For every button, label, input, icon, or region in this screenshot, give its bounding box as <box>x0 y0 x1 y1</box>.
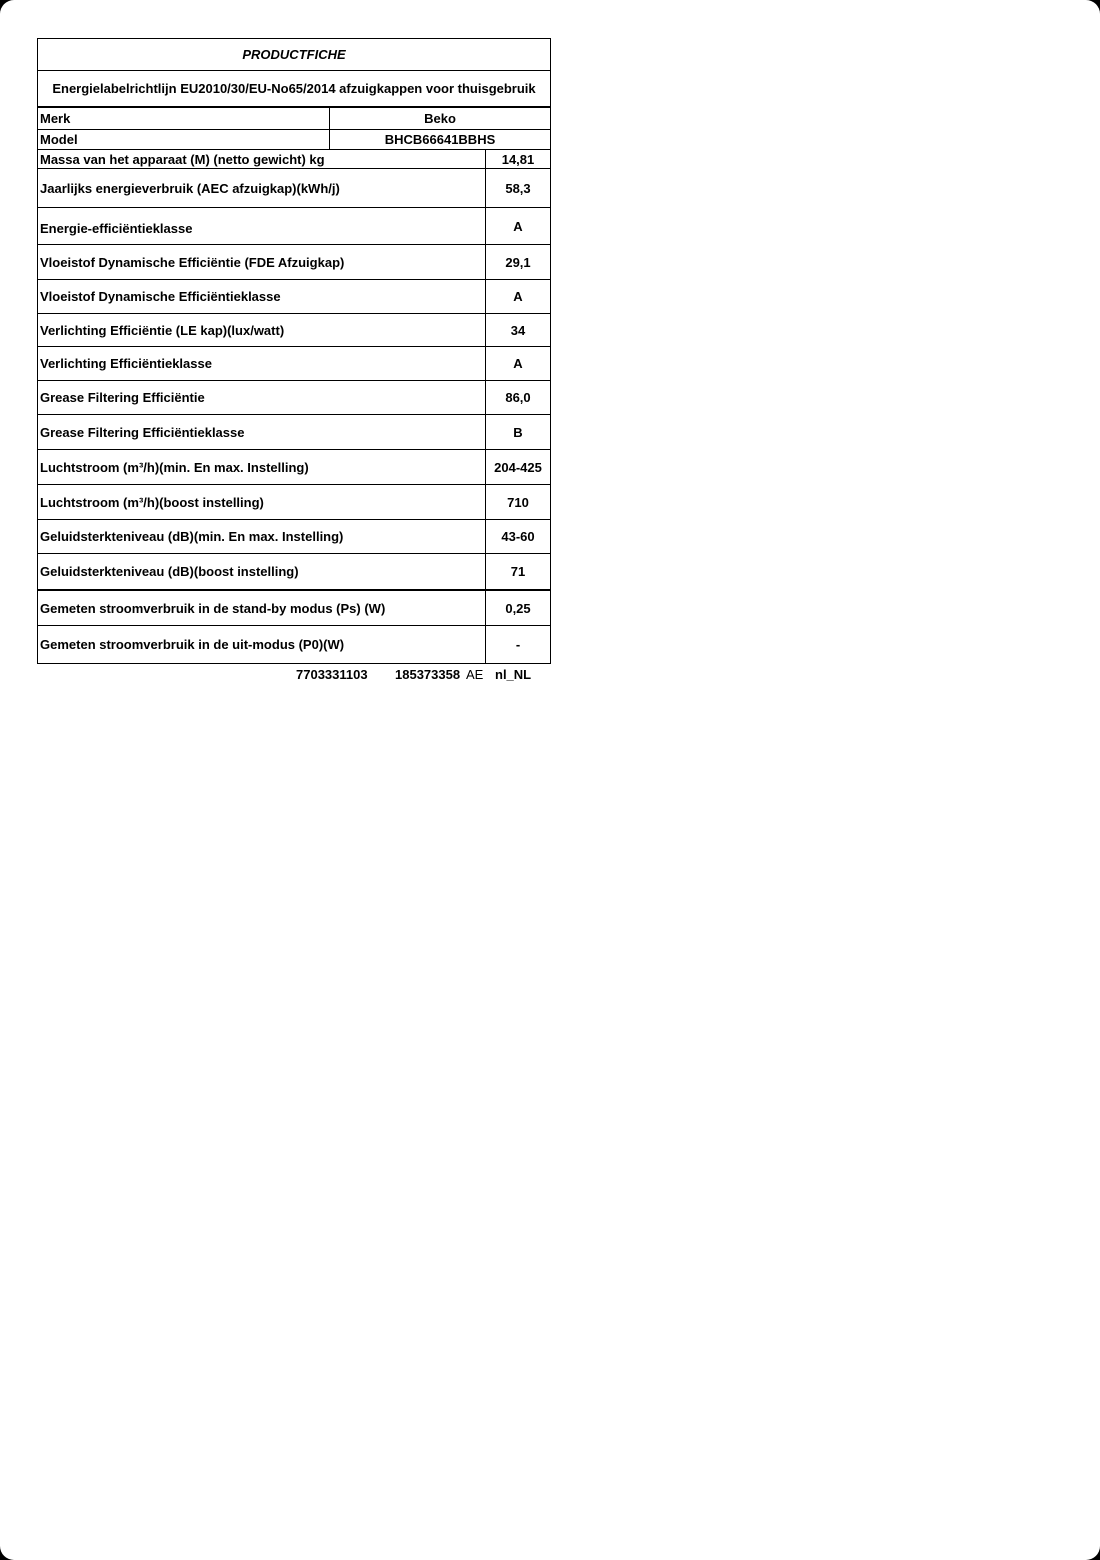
table-row <box>38 347 550 381</box>
footer-suffix: AE <box>466 667 484 682</box>
table-row <box>38 554 550 591</box>
table-row <box>38 381 550 415</box>
row-label: Grease Filtering Efficiëntieklasse <box>40 424 245 440</box>
row-label: Energie-efficiëntieklasse <box>40 220 193 236</box>
brand-label: Merk <box>40 111 71 126</box>
table-row <box>38 485 550 520</box>
row-value: 710 <box>485 485 550 519</box>
row-value: - <box>485 626 550 663</box>
table-row-brand <box>38 108 550 130</box>
row-label: Verlichting Efficiëntie (LE kap)(lux/watt) <box>40 322 285 338</box>
row-label: Grease Filtering Efficiëntie <box>40 390 205 405</box>
table-row <box>38 169 550 208</box>
row-label: Jaarlijks energieverbruik (AEC afzuigkap)(kWh/j) <box>40 180 340 196</box>
row-value: 204-425 <box>485 450 550 484</box>
row-value: 14,81 <box>485 150 550 168</box>
table-row <box>38 450 550 485</box>
row-value: B <box>485 415 550 449</box>
row-label: Gemeten stroomverbruik in de uit-modus (P0)(W) <box>40 637 345 652</box>
row-label: Geluidsterkteniveau (dB)(min. En max. Instelling) <box>40 529 344 544</box>
row-value: 29,1 <box>485 245 550 279</box>
row-label: Luchtstroom (m³/h)(boost instelling) <box>40 494 264 510</box>
row-value: 58,3 <box>485 169 550 207</box>
footer-code-1: 7703331103 <box>296 667 368 682</box>
row-value: 86,0 <box>485 381 550 414</box>
row-label: Luchtstroom (m³/h)(min. En max. Instelling) <box>40 459 309 475</box>
row-label: Vloeistof Dynamische Efficiëntie (FDE Afzuigkap) <box>40 254 345 270</box>
table-row <box>38 626 550 663</box>
footer-code-2: 185373358 <box>395 667 461 682</box>
table-row <box>38 245 550 280</box>
row-value: 43-60 <box>485 520 550 553</box>
row-label: Geluidsterkteniveau (dB)(boost instelling) <box>40 564 299 579</box>
row-value: 34 <box>485 314 550 346</box>
model-label: Model <box>40 132 78 147</box>
table-row <box>38 208 550 245</box>
row-value: 71 <box>485 554 550 589</box>
table-row-model <box>38 130 550 150</box>
row-label: Gemeten stroomverbruik in de stand-by modus (Ps) (W) <box>40 600 386 616</box>
row-value: A <box>485 347 550 380</box>
row-label: Vloeistof Dynamische Efficiëntieklasse <box>40 289 281 304</box>
row-value: 0,25 <box>485 591 550 625</box>
table-row <box>38 280 550 314</box>
document-footer <box>0 667 551 685</box>
table-row <box>38 415 550 450</box>
row-label: Massa van het apparaat (M) (netto gewicht) kg <box>40 151 325 167</box>
table-row <box>38 520 550 554</box>
row-value: A <box>485 208 550 244</box>
footer-locale: nl_NL <box>495 667 532 682</box>
brand-value: Beko <box>329 108 550 129</box>
product-fiche-table <box>37 38 551 664</box>
table-row <box>38 591 550 626</box>
fiche-subtitle: Energielabelrichtlijn EU2010/30/EU-No65/2014 afzuigkappen voor thuisgebruik <box>38 71 550 108</box>
model-value: BHCB66641BBHS <box>329 130 550 149</box>
table-row <box>38 314 550 347</box>
table-row <box>38 150 550 169</box>
row-label: Verlichting Efficiëntieklasse <box>40 356 212 371</box>
fiche-title: PRODUCTFICHE <box>38 39 550 71</box>
row-value: A <box>485 280 550 313</box>
